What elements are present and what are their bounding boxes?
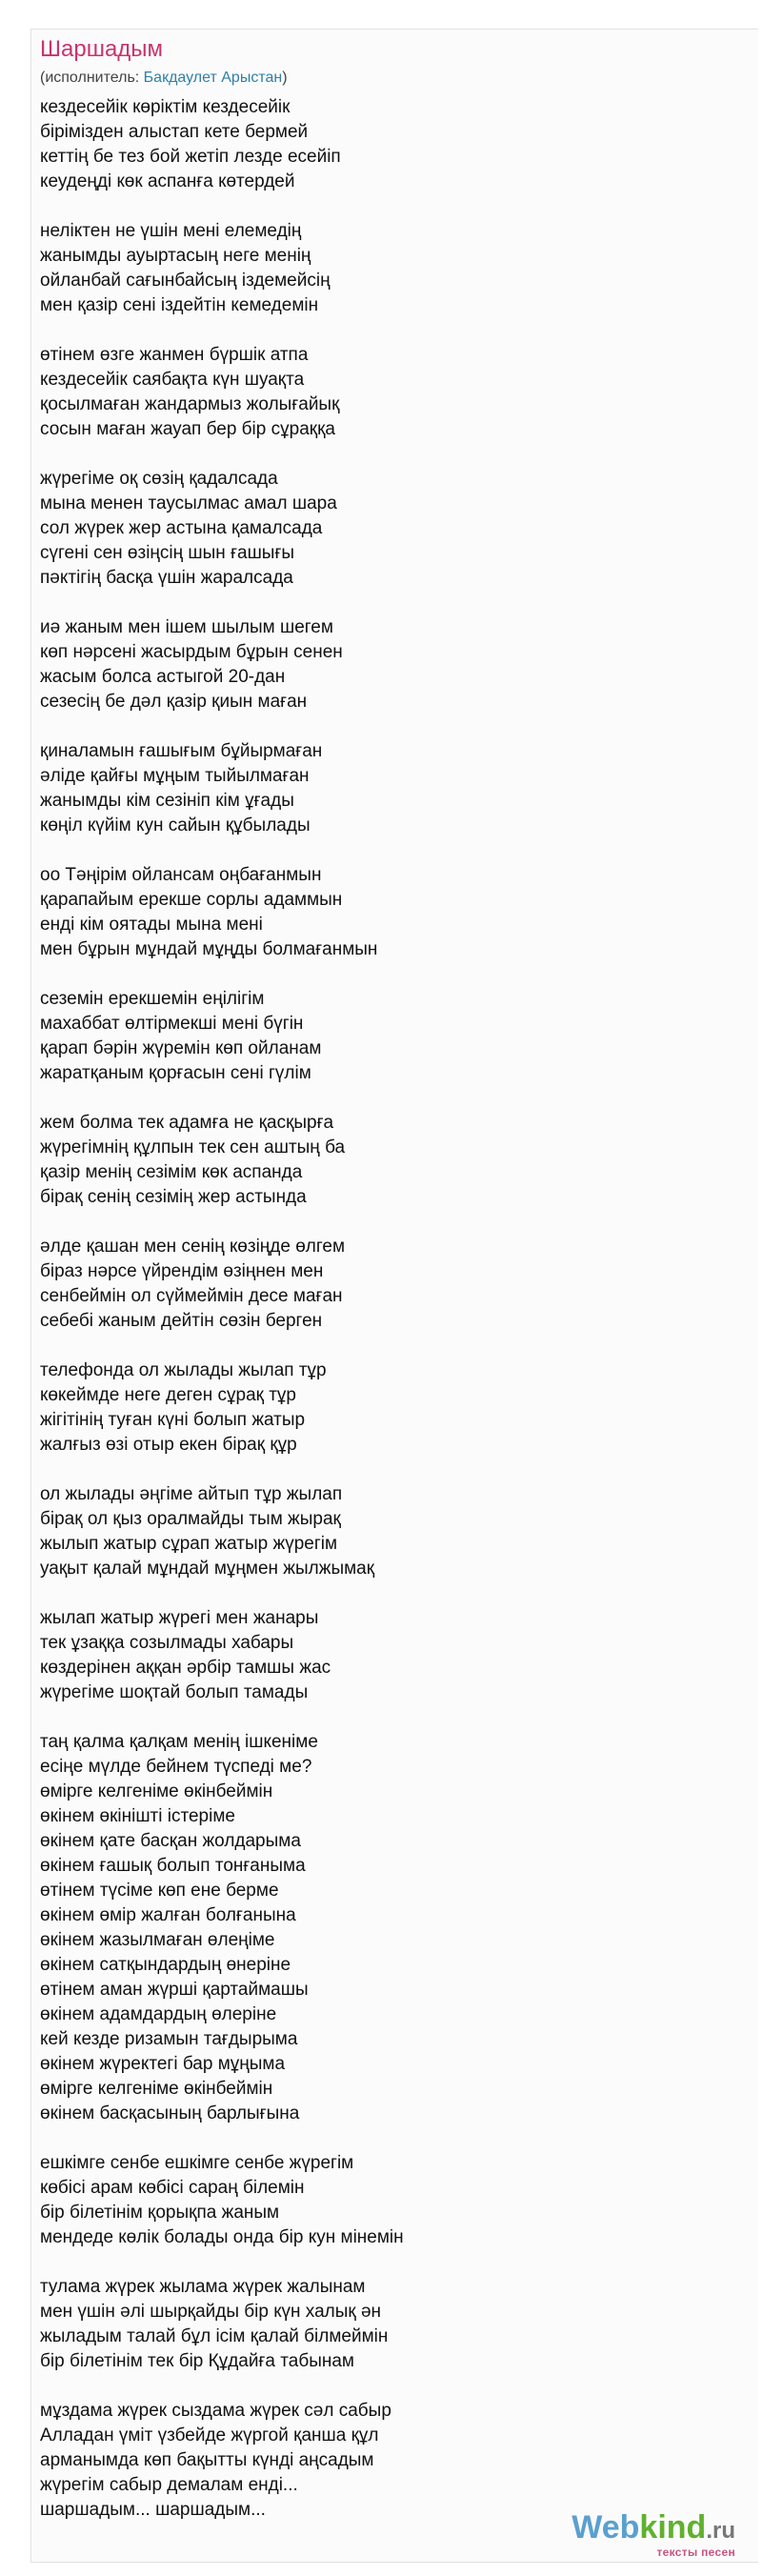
lyric-line: көбісі арам көбісі сараң білемін xyxy=(40,2178,305,2198)
lyric-line: өмірге келгеніме өкінбеймін xyxy=(40,2079,273,2099)
lyric-line: өкінем ғашық болып тонғаныма xyxy=(40,1856,306,1876)
lyric-line: өкінем басқасының барлығына xyxy=(40,2103,300,2123)
lyrics-stanza xyxy=(40,1482,707,1581)
lyric-line: өкінем өмір жалған болғанына xyxy=(40,1905,296,1925)
lyric-line: жанымды ауыртасың неге менің xyxy=(40,246,311,266)
performer-link[interactable]: Бакдаулет Арыстан xyxy=(143,70,283,86)
lyric-line: жүрегім сабыр демалам енді... xyxy=(40,2475,298,2495)
lyric-line: көп нәрсені жасырдым бұрын сенен xyxy=(40,642,343,662)
lyric-line: бірақ сенің сезімің жер астында xyxy=(40,1187,307,1207)
lyric-line: қазір менің сезімім көк аспанда xyxy=(40,1162,303,1182)
lyric-line: өкінем өкінішті істеріме xyxy=(40,1806,235,1826)
lyrics-stanza xyxy=(40,987,707,1086)
lyric-line: әлде қашан мен сенің көзіңде өлгем xyxy=(40,1237,346,1257)
lyrics-stanza xyxy=(40,2151,707,2250)
lyrics-body xyxy=(40,95,707,2547)
lyric-line: бірақ ол қыз оралмайды тым жырақ xyxy=(40,1509,341,1529)
lyric-line: кездесейік көріктім кездесейік xyxy=(40,97,291,117)
song-title: Шаршадым xyxy=(40,36,164,62)
lyric-line: арманымда көп бақытты күнді аңсадым xyxy=(40,2450,374,2470)
lyrics-stanza xyxy=(40,1606,707,1705)
logo-web: Web xyxy=(572,2509,640,2546)
lyric-line: мен үшін әлі шырқайды бір күн халық ән xyxy=(40,2302,382,2322)
lyrics-stanza xyxy=(40,1730,707,2126)
lyric-line: жыладым талай бұл ісім қалай білмеймін xyxy=(40,2326,389,2346)
lyric-line: кей кезде ризамын тағдырыма xyxy=(40,2029,298,2049)
lyric-line: қосылмаған жандармыз жолығайық xyxy=(40,394,340,414)
lyrics-stanza xyxy=(40,1358,707,1458)
lyric-line: есіңе мүлде бейнем түспеді ме? xyxy=(40,1757,312,1777)
lyric-line: енді кім оятады мына мені xyxy=(40,915,263,935)
logo-kind: kind xyxy=(639,2509,707,2546)
lyric-line: неліктен не үшін мені елемедің xyxy=(40,221,302,241)
lyrics-stanza xyxy=(40,467,707,591)
lyric-line: ол жылады әңгіме айтып тұр жылап xyxy=(40,1484,343,1504)
lyric-line: мен қазір сені іздейтін кемедемін xyxy=(40,295,319,315)
lyric-line: қиналамын ғашығым бұйырмаған xyxy=(40,741,323,761)
lyric-line: өкінем адамдардың өлеріне xyxy=(40,2004,277,2024)
lyric-line: мына менен таусылмас амал шара xyxy=(40,493,337,513)
lyric-line: жүрегімнің құлпын тек сен аштың ба xyxy=(40,1137,346,1157)
lyrics-stanza xyxy=(40,615,707,714)
lyric-line: өмірге келгеніме өкінбеймін xyxy=(40,1781,273,1801)
lyric-line: бір білетінім тек бір Құдайға табынам xyxy=(40,2351,354,2371)
lyric-line: өкінем жазылмаған өлеңіме xyxy=(40,1930,275,1950)
lyric-line: сосын маған жауап бер бір сұраққа xyxy=(40,419,335,439)
lyric-line: кеудеңді көк аспанға көтердей xyxy=(40,171,295,191)
lyric-line: бір білетінім қорықпа жаным xyxy=(40,2203,280,2223)
lyric-line: жанымды кім сезініп кім ұғады xyxy=(40,791,294,811)
lyric-line: көңіл күйім кун сайын құбылады xyxy=(40,815,311,835)
lyric-line: мендеде көлік болады онда бір кун мінемін xyxy=(40,2227,404,2247)
lyric-line: ешкімге сенбе ешкімге сенбе жүрегім xyxy=(40,2153,354,2173)
lyrics-stanza xyxy=(40,1235,707,1334)
lyric-line: өкінем қате басқан жолдарыма xyxy=(40,1831,301,1851)
lyric-line: мұздама жүрек сыздама жүрек сәл сабыр xyxy=(40,2401,391,2421)
site-logo[interactable] xyxy=(572,2510,735,2559)
logo-wordmark xyxy=(572,2510,735,2548)
lyric-line: тулама жүрек жылама жүрек жалынам xyxy=(40,2277,366,2297)
lyric-line: өкінем жүректегі бар мұңыма xyxy=(40,2054,286,2074)
lyric-line: жүрегіме шоқтай болып тамады xyxy=(40,1682,309,1702)
lyrics-stanza xyxy=(40,863,707,962)
lyrics-stanza xyxy=(40,1111,707,1210)
lyric-line: сеземін ерекшемін еңілігім xyxy=(40,989,265,1009)
lyric-line: жасым болса астыгой 20-дан xyxy=(40,667,286,687)
lyric-line: пәктігің басқа үшін жаралсада xyxy=(40,568,293,588)
lyric-line: сүгені сен өзіңсің шын ғашығы xyxy=(40,543,295,563)
lyric-line: жігітінің туған күні болып жатыр xyxy=(40,1410,306,1430)
lyric-line: сол жүрек жер астына қамалсада xyxy=(40,518,323,538)
lyrics-stanza xyxy=(40,95,707,194)
lyric-line: жылып жатыр сұрап жатыр жүрегім xyxy=(40,1534,338,1554)
lyric-line: оо Тәңірім ойлансам оңбағанмын xyxy=(40,865,322,885)
lyric-line: уақыт қалай мұндай мұңмен жылжымақ xyxy=(40,1559,375,1579)
performer-line xyxy=(40,69,288,88)
lyrics-stanza xyxy=(40,739,707,838)
lyric-line: бірімізден алыстап кете бермей xyxy=(40,122,309,142)
lyric-line: көкеймде неге деген сұрақ тұр xyxy=(40,1385,296,1405)
lyric-line: Алладан үміт үзбейде жүргой қанша құл xyxy=(40,2425,379,2445)
lyric-line: себебі жаным дейтін сөзін берген xyxy=(40,1311,323,1331)
lyric-line: шаршадым... шаршадым... xyxy=(40,2500,266,2520)
lyric-line: өтінем аман жүрші қартаймашы xyxy=(40,1980,309,2000)
lyric-line: жылап жатыр жүрегі мен жанары xyxy=(40,1608,319,1628)
lyric-line: тек ұзаққа созылмады хабары xyxy=(40,1633,294,1653)
lyric-line: жем болма тек адамға не қасқырға xyxy=(40,1113,334,1133)
lyric-line: телефонда ол жылады жылап тұр xyxy=(40,1360,327,1380)
performer-suffix: ) xyxy=(282,70,288,86)
logo-subtitle: тексты песен xyxy=(656,2546,735,2559)
performer-prefix: (исполнитель: xyxy=(40,70,144,86)
lyric-line: ойланбай сағынбайсың іздемейсің xyxy=(40,271,331,291)
lyric-line: қарап бәрін жүремін көп ойланам xyxy=(40,1038,322,1058)
lyric-line: әліде қайғы мұңым тыйылмаған xyxy=(40,766,310,786)
lyric-line: кездесейік саябақта күн шуақта xyxy=(40,370,305,390)
lyric-line: жүрегіме оқ сөзің қадалсада xyxy=(40,469,278,489)
lyric-line: сезесің бе дәл қазір қиын маған xyxy=(40,692,308,712)
lyric-line: өкінем сатқындардың өнеріне xyxy=(40,1955,291,1975)
logo-domain: .ru xyxy=(706,2518,735,2544)
lyric-line: қарапайым ерекше сорлы адаммын xyxy=(40,890,343,910)
lyric-line: жалғыз өзі отыр екен бірақ құр xyxy=(40,1435,297,1455)
lyric-line: иә жаным мен ішем шылым шегем xyxy=(40,617,333,637)
lyric-line: жаратқаным қорғасын сені гүлім xyxy=(40,1063,311,1083)
lyrics-stanza xyxy=(40,2399,707,2523)
lyric-line: кеттің бе тез бой жетіп лезде есейіп xyxy=(40,147,341,167)
lyric-line: сенбеймін ол сүймеймін десе маған xyxy=(40,1286,343,1306)
lyric-line: өтінем өзге жанмен бүршік атпа xyxy=(40,345,309,365)
lyric-line: мен бұрын мұндай мұңды болмағанмын xyxy=(40,939,378,959)
lyric-line: көздерінен аққан әрбір тамшы жас xyxy=(40,1658,331,1678)
lyric-line: біраз нәрсе үйрендім өзіңнен мен xyxy=(40,1261,324,1281)
lyric-line: таң қалма қалқам менің ішкеніме xyxy=(40,1732,318,1752)
lyric-line: махаббат өлтірмекші мені бүгін xyxy=(40,1014,304,1034)
lyric-line: өтінем түсіме көп ене берме xyxy=(40,1881,279,1901)
lyrics-stanza xyxy=(40,219,707,318)
lyrics-stanza xyxy=(40,2275,707,2374)
lyrics-stanza xyxy=(40,343,707,442)
